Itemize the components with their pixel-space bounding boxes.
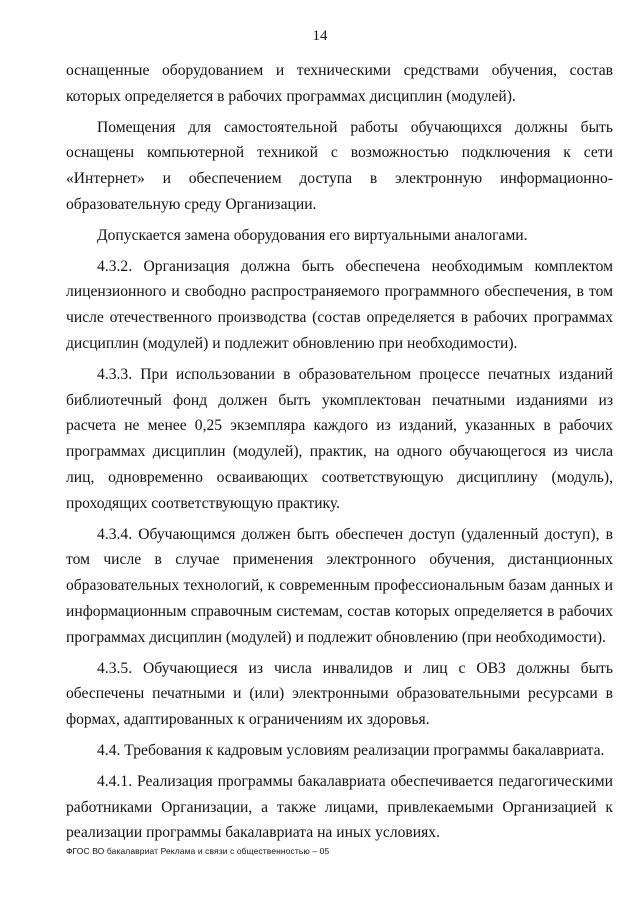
paragraph-self-study-rooms: Помещения для самостоятельной работы обучающихся должны быть оснащены компьютерной техникой с возможностью подключения к сети «Интернет» и обеспечением доступа в электронную информационно-образовательную среду Организации. [66, 118, 613, 213]
document-body [66, 58, 613, 851]
paragraph-equipment-continued: оснащенные оборудованием и техническими средствами обучения, состав которых определяется в рабочих программах дисциплин (модулей). [66, 62, 613, 105]
paragraph-4-3-3: 4.3.3. При использовании в образовательном процессе печатных изданий библиотечный фонд должен быть укомплектован печатными изданиями из расчета не менее 0,25 экземпляра каждого из изданий, указанных в рабочих программах дисциплин (модулей), практик, на одного обучающегося из числа лиц, одновременно осваивающих соответствующую дисциплину (модуль), проходящих соответствующую практику. [66, 365, 613, 512]
page-number: 14 [312, 28, 328, 44]
paragraph-4-3-4: 4.3.4. Обучающимся должен быть обеспечен доступ (удаленный доступ), в том числе в случае применения электронного обучения, дистанционных образовательных технологий, к современным профессиональным базам данных и информационным справочным системам, состав которых определяется в рабочих программах дисциплин (модулей) и подлежит обновлению (при необходимости). [66, 525, 613, 646]
paragraph-4-3-2: 4.3.2. Организация должна быть обеспечена необходимым комплектом лицензионного и свободно распространяемого программного обеспечения, в том числе отечественного производства (состав определяется в рабочих программах дисциплин (модулей) и подлежит обновлению при необходимости). [66, 257, 613, 352]
paragraph-virtual-analogs: Допускается замена оборудования его виртуальными аналогами. [97, 226, 528, 244]
paragraph-4-4: 4.4. Требования к кадровым условиям реализации программы бакалавриата. [97, 741, 605, 759]
paragraph-4-3-5: 4.3.5. Обучающиеся из числа инвалидов и лиц с ОВЗ должны быть обеспечены печатными и (или) электронными образовательными ресурсами в формах, адаптированных к ограничениям их здоровья. [66, 659, 613, 729]
paragraph-4-4-1: 4.4.1. Реализация программы бакалавриата обеспечивается педагогическими работниками Организации, а также лицами, привлекаемыми Организацией к реализации программы бакалавриата на иных условиях. [66, 772, 613, 842]
footer-standard-reference: ФГОС ВО бакалавриат Реклама и связи с общественностью – 05 [66, 846, 330, 856]
